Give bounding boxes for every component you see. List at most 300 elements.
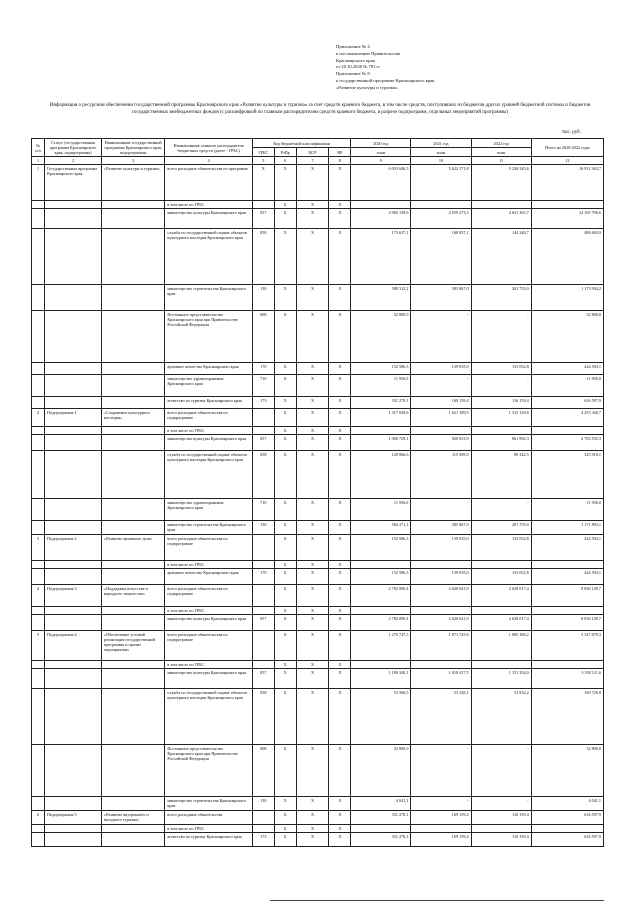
csr-cell: Х [296, 435, 329, 451]
column-number: 5 [252, 157, 274, 165]
vr-cell: Х [329, 797, 351, 811]
value-2021-cell: 920 813,9 [411, 435, 471, 451]
row-number: 6 [32, 811, 45, 825]
col-grbs-name: Наименование главного распорядителя бюджетных средств (далее - ГРБС) [165, 139, 252, 157]
rzpr-cell: Х [274, 569, 296, 585]
row-number [32, 669, 45, 689]
grbs-name-cell: министерство культуры Красноярского края [165, 669, 252, 689]
name-cell [101, 797, 164, 811]
value-2021-cell: 139 035,0 [411, 569, 471, 585]
csr-cell: Х [296, 201, 329, 209]
vr-cell: Х [329, 811, 351, 825]
table-row [32, 745, 604, 797]
table-row [32, 499, 604, 521]
csr-cell: Х [296, 615, 329, 631]
grbs-code-cell: 057 [252, 209, 274, 229]
table-row [32, 615, 604, 631]
col-num: № п/п [32, 139, 45, 157]
value-2022-cell: 133 052,8 [471, 569, 531, 585]
grbs-code-cell: 170 [252, 363, 274, 375]
vr-cell: Х [329, 631, 351, 661]
name-cell [101, 689, 164, 745]
row-number [32, 499, 45, 521]
value-2022-cell: 53 832,2 [471, 689, 531, 745]
status-cell [45, 569, 102, 585]
header-block [336, 44, 566, 92]
value-2021-cell: - [411, 375, 471, 397]
name-cell [101, 615, 164, 631]
table-row [32, 669, 604, 689]
value-2021-cell [411, 427, 471, 435]
table-row [32, 811, 604, 825]
value-2020-cell: 1 180 340,1 [351, 669, 411, 689]
row-number: 1 [32, 165, 45, 201]
value-2022-cell: 116 159,4 [471, 811, 531, 825]
vr-cell: Х [329, 615, 351, 631]
csr-cell: Х [296, 427, 329, 435]
value-2021-cell: 4 559 273,3 [411, 209, 471, 229]
bottom-rule [270, 900, 604, 901]
value-2021-cell: 115 509,0 [411, 451, 471, 499]
name-cell [101, 499, 164, 521]
status-cell [45, 521, 102, 535]
status-cell [45, 363, 102, 375]
col-total: Итого на 2020-2022 годы [531, 139, 603, 157]
grbs-name-cell: министерство здравоохранения Красноярского края [165, 499, 252, 521]
grbs-name-cell: всего расходные обязательства [165, 811, 252, 825]
rzpr-cell: Х [274, 797, 296, 811]
value-2021-cell: 1 071 745,6 [411, 631, 471, 661]
csr-cell: Х [296, 409, 329, 427]
csr-cell: Х [296, 833, 329, 847]
value-2022-cell: 1 005 186,2 [471, 631, 531, 661]
rzpr-cell: Х [274, 165, 296, 201]
column-number: 3 [101, 157, 164, 165]
row-number [32, 825, 45, 833]
rzpr-cell: Х [274, 451, 296, 499]
column-number: 4 [165, 157, 252, 165]
value-2020-cell [351, 427, 411, 435]
grbs-name-cell: министерство культуры Красноярского края [165, 615, 252, 631]
total-cell [531, 561, 603, 569]
value-2020-cell: 152 506,3 [351, 535, 411, 561]
row-number [32, 311, 45, 363]
vr-cell: Х [329, 409, 351, 427]
grbs-code-cell [252, 427, 274, 435]
col-plan: план [411, 148, 471, 157]
vr-cell: Х [329, 833, 351, 847]
header-line: Приложение № 8 [336, 71, 370, 77]
name-cell [101, 661, 164, 669]
csr-cell: Х [296, 797, 329, 811]
table-row [32, 209, 604, 229]
status-cell [45, 209, 102, 229]
grbs-code-cell: 057 [252, 615, 274, 631]
total-cell: 325 918,1 [531, 451, 603, 499]
table-body [32, 165, 604, 847]
status-cell: Подпрограмма 2 [45, 535, 102, 561]
table-row [32, 689, 604, 745]
value-2022-cell: - [471, 797, 531, 811]
name-cell: «Развитие культуры и туризма» [101, 165, 164, 201]
table-row [32, 409, 604, 427]
table-row [32, 833, 604, 847]
col-2020: 2020 год [351, 139, 411, 148]
grbs-name-cell: всего расходные обязательства по подпрограмме [165, 409, 252, 427]
value-2021-cell: 53 328,1 [411, 689, 471, 745]
column-number: 10 [411, 157, 471, 165]
value-2022-cell [471, 661, 531, 669]
vr-cell: Х [329, 521, 351, 535]
value-2022-cell: - [471, 499, 531, 521]
vr-cell: Х [329, 229, 351, 285]
rzpr-cell: Х [274, 435, 296, 451]
rzpr-cell: Х [274, 607, 296, 615]
value-2020-cell: 584 271,1 [351, 521, 411, 535]
column-number: 6 [274, 157, 296, 165]
vr-cell: Х [329, 427, 351, 435]
grbs-name-cell: архивное агентство Красноярского края [165, 363, 252, 375]
value-2022-cell: 144 246,7 [471, 229, 531, 285]
vr-cell: Х [329, 201, 351, 209]
row-number [32, 435, 45, 451]
csr-cell: Х [296, 165, 329, 201]
value-2020-cell: 331 279,1 [351, 811, 411, 825]
name-cell [101, 375, 164, 397]
grbs-name-cell: агентство по туризму Красноярского края [165, 397, 252, 409]
total-cell: 11 956,0 [531, 499, 603, 521]
grbs-name-cell: агентство по туризму Красноярского края [165, 833, 252, 847]
value-2021-cell: 2 620 041,9 [411, 585, 471, 607]
vr-cell: Х [329, 499, 351, 521]
grbs-name-cell: всего расходные обязательства по программе [165, 165, 252, 201]
table-row [32, 797, 604, 811]
value-2022-cell: 133 052,8 [471, 535, 531, 561]
value-2021-cell [411, 825, 471, 833]
grbs-code-cell [252, 409, 274, 427]
row-number [32, 745, 45, 797]
csr-cell: Х [296, 451, 329, 499]
total-cell: 424 594,1 [531, 569, 603, 585]
status-cell [45, 661, 102, 669]
grbs-name-cell: служба по государственной охране объектов культурного наследия Красноярского края [165, 229, 252, 285]
value-2021-cell: 139 035,0 [411, 535, 471, 561]
csr-cell: Х [296, 661, 329, 669]
value-2022-cell: 201 755,0 [471, 521, 531, 535]
value-2020-cell [351, 825, 411, 833]
csr-cell: Х [296, 375, 329, 397]
value-2022-cell: 116 159,4 [471, 397, 531, 409]
csr-cell: Х [296, 569, 329, 585]
column-number: 7 [296, 157, 329, 165]
vr-cell: Х [329, 165, 351, 201]
total-cell: 4 253 340,7 [531, 409, 603, 427]
value-2021-cell: 5 622 171,8 [411, 165, 471, 201]
status-cell: Подпрограмма 3 [45, 585, 102, 607]
value-2021-cell: 383 867,0 [411, 285, 471, 311]
vr-cell: Х [329, 825, 351, 833]
csr-cell: Х [296, 689, 329, 745]
grbs-name-cell: в том числе по ГРБС [165, 825, 252, 833]
value-2020-cell [351, 607, 411, 615]
table-row [32, 435, 604, 451]
grbs-code-cell: 710 [252, 375, 274, 397]
csr-cell: Х [296, 561, 329, 569]
rzpr-cell: Х [274, 397, 296, 409]
value-2021-cell: 1 018 417,5 [411, 669, 471, 689]
table-row [32, 397, 604, 409]
csr-cell: Х [296, 811, 329, 825]
status-cell: Подпрограмма 4 [45, 631, 102, 661]
header-line: от 20.10.2020 № 781-п [336, 64, 380, 70]
status-cell [45, 229, 102, 285]
rzpr-cell: Х [274, 669, 296, 689]
status-cell [45, 427, 102, 435]
rzpr-cell: Х [274, 825, 296, 833]
col-status: Статус (государственная программа Красноярского края, подпрограмма) [45, 139, 102, 157]
total-cell: 14 165 796,6 [531, 209, 603, 229]
row-number [32, 201, 45, 209]
name-cell [101, 229, 164, 285]
value-2022-cell [471, 825, 531, 833]
status-cell [45, 825, 102, 833]
name-cell [101, 561, 164, 569]
table-row [32, 375, 604, 397]
value-2022-cell: - [471, 745, 531, 797]
row-number [32, 689, 45, 745]
budget-table [31, 138, 604, 847]
vr-cell: Х [329, 745, 351, 797]
total-cell: 32 800,0 [531, 311, 603, 363]
vr-cell: Х [329, 535, 351, 561]
csr-cell: Х [296, 397, 329, 409]
name-cell [101, 427, 164, 435]
csr-cell: Х [296, 229, 329, 285]
header-line: к постановлению Правительства [336, 50, 400, 56]
grbs-code-cell [252, 811, 274, 825]
row-number [32, 833, 45, 847]
name-cell [101, 825, 164, 833]
total-cell: 3 350 111,6 [531, 669, 603, 689]
column-number: 2 [45, 157, 102, 165]
value-2020-cell: 120 066,6 [351, 451, 411, 499]
rzpr-cell: Х [274, 689, 296, 745]
row-number [32, 451, 45, 499]
vr-cell: Х [329, 585, 351, 607]
col-csr: ЦСР [296, 148, 329, 157]
document-title: Информация о ресурсном обеспечении государственной программы Красноярского края «Развитие культуры и туризма» за счет средств краевого бюджета, в том числе средств, поступивших из бюджетов других уровней бюджетной системы и бюджетов государственных внебюджетных фондов (с расшифровкой по главным распорядителям средств краевого бюджета, в разрезе подпрограмм, отдельных мероприятий программы) [49, 103, 591, 115]
rzpr-cell: Х [274, 285, 296, 311]
total-cell: 32 800,0 [531, 745, 603, 797]
name-cell: «Сохранение культурного наследия» [101, 409, 164, 427]
name-cell [101, 569, 164, 585]
status-cell [45, 397, 102, 409]
status-cell [45, 201, 102, 209]
row-number [32, 397, 45, 409]
table-row [32, 165, 604, 201]
rzpr-cell: Х [274, 535, 296, 561]
value-2020-cell: 32 800,0 [351, 311, 411, 363]
status-cell [45, 607, 102, 615]
total-cell: 424 594,1 [531, 535, 603, 561]
total-cell [531, 607, 603, 615]
value-2020-cell: 152 506,3 [351, 569, 411, 585]
table-row [32, 661, 604, 669]
csr-cell: Х [296, 825, 329, 833]
value-2022-cell [471, 561, 531, 569]
total-cell [531, 825, 603, 833]
csr-cell: Х [296, 607, 329, 615]
rzpr-cell: Х [274, 375, 296, 397]
value-2021-cell: 2 620 041,9 [411, 615, 471, 631]
col-kbk: Код бюджетной классификации [252, 139, 350, 148]
name-cell [101, 745, 164, 797]
rzpr-cell: Х [274, 311, 296, 363]
vr-cell: Х [329, 607, 351, 615]
row-number: 3 [32, 535, 45, 561]
header-line: «Развитие культуры и туризма» [336, 84, 398, 90]
grbs-code-cell: 130 [252, 285, 274, 311]
row-number [32, 229, 45, 285]
status-cell [45, 561, 102, 569]
status-cell: Государственная программа Красноярского края [45, 165, 102, 201]
vr-cell: Х [329, 569, 351, 585]
grbs-name-cell: в том числе по ГРБС [165, 201, 252, 209]
total-cell: 4 041,1 [531, 797, 603, 811]
value-2020-cell: 4 965 159,6 [351, 209, 411, 229]
table-row [32, 201, 604, 209]
csr-cell: Х [296, 285, 329, 311]
grbs-code-cell: 173 [252, 833, 274, 847]
rzpr-cell: Х [274, 811, 296, 825]
table-row [32, 569, 604, 585]
value-2020-cell: 588 312,2 [351, 285, 411, 311]
rzpr-cell: Х [274, 615, 296, 631]
row-number [32, 521, 45, 535]
table-row [32, 451, 604, 499]
grbs-code-cell [252, 561, 274, 569]
col-2021: 2021 год [411, 139, 471, 148]
total-cell: 1 171 893,1 [531, 521, 603, 535]
grbs-name-cell: архивное агентство Красноярского края [165, 569, 252, 585]
value-2020-cell [351, 661, 411, 669]
status-cell: Подпрограмма 1 [45, 409, 102, 427]
csr-cell: Х [296, 209, 329, 229]
grbs-name-cell: министерство строительства Красноярского края [165, 797, 252, 811]
value-2020-cell: 2 782 090,4 [351, 585, 411, 607]
rzpr-cell: Х [274, 209, 296, 229]
status-cell [45, 285, 102, 311]
grbs-code-cell [252, 631, 274, 661]
vr-cell: Х [329, 285, 351, 311]
total-cell: 424 594,1 [531, 363, 603, 375]
value-2021-cell: - [411, 311, 471, 363]
grbs-code-cell [252, 535, 274, 561]
total-cell: 616 597,9 [531, 811, 603, 825]
vr-cell: Х [329, 397, 351, 409]
header-line: к государственной программе Красноярского края [336, 77, 435, 83]
value-2020-cell: 11 956,0 [351, 375, 411, 397]
value-2020-cell: 1 317 020,6 [351, 409, 411, 427]
value-2021-cell: 169 159,4 [411, 811, 471, 825]
col-plan: план [471, 148, 531, 157]
table-row [32, 825, 604, 833]
value-2021-cell: 139 035,0 [411, 363, 471, 375]
total-cell: 2 783 535,3 [531, 435, 603, 451]
row-number [32, 615, 45, 631]
status-cell [45, 499, 102, 521]
column-number: 8 [329, 157, 351, 165]
value-2022-cell [471, 201, 531, 209]
vr-cell: Х [329, 451, 351, 499]
status-cell: Подпрограмма 5 [45, 811, 102, 825]
rzpr-cell: Х [274, 363, 296, 375]
value-2021-cell: 1 621 189,9 [411, 409, 471, 427]
name-cell [101, 397, 164, 409]
header-line: Красноярского края [336, 57, 375, 63]
vr-cell: Х [329, 669, 351, 689]
grbs-code-cell: 008 [252, 311, 274, 363]
col-plan: план [351, 148, 411, 157]
name-cell [101, 451, 164, 499]
rzpr-cell: Х [274, 499, 296, 521]
value-2020-cell: 331 279,1 [351, 833, 411, 847]
status-cell [45, 451, 102, 499]
value-2020-cell [351, 201, 411, 209]
total-cell: 8 030 149,7 [531, 585, 603, 607]
rzpr-cell: Х [274, 561, 296, 569]
table-row [32, 521, 604, 535]
vr-cell: Х [329, 363, 351, 375]
col-vr: ВР [329, 148, 351, 157]
rzpr-cell: Х [274, 427, 296, 435]
grbs-name-cell: в том числе по ГРБС [165, 661, 252, 669]
header-line: Приложение № 4 [336, 44, 370, 49]
unit-label: тыс. руб. [562, 130, 581, 135]
grbs-code-cell: 008 [252, 745, 274, 797]
column-number: 12 [531, 157, 603, 165]
value-2020-cell: 32 800,0 [351, 745, 411, 797]
vr-cell: Х [329, 689, 351, 745]
total-cell [531, 201, 603, 209]
vr-cell: Х [329, 435, 351, 451]
total-cell: 160 726,8 [531, 689, 603, 745]
value-2020-cell: 1 000 729,1 [351, 435, 411, 451]
grbs-code-cell: 058 [252, 689, 274, 745]
grbs-name-cell: Постоянное представительство Красноярского края при Правительстве Российской Федерации [165, 311, 252, 363]
row-number [32, 561, 45, 569]
table-row [32, 561, 604, 569]
column-number: 11 [471, 157, 531, 165]
total-cell: 486 684,9 [531, 229, 603, 285]
row-number: 5 [32, 631, 45, 661]
grbs-name-cell: в том числе по ГРБС [165, 427, 252, 435]
table-row [32, 229, 604, 285]
value-2022-cell: 133 052,8 [471, 363, 531, 375]
grbs-name-cell: Постоянное представительство Красноярского края при Правительстве Российской Федерации [165, 745, 252, 797]
value-2021-cell: 385 867,0 [411, 521, 471, 535]
value-2020-cell: 6 053 646,5 [351, 165, 411, 201]
value-2022-cell: 4 641 363,7 [471, 209, 531, 229]
total-cell: 11 956,0 [531, 375, 603, 397]
rzpr-cell: Х [274, 229, 296, 285]
name-cell [101, 311, 164, 363]
csr-cell: Х [296, 499, 329, 521]
table-row [32, 285, 604, 311]
column-numbers-row [32, 157, 604, 165]
total-cell: 1 173 934,2 [531, 285, 603, 311]
total-cell: 16 912 363,7 [531, 165, 603, 201]
